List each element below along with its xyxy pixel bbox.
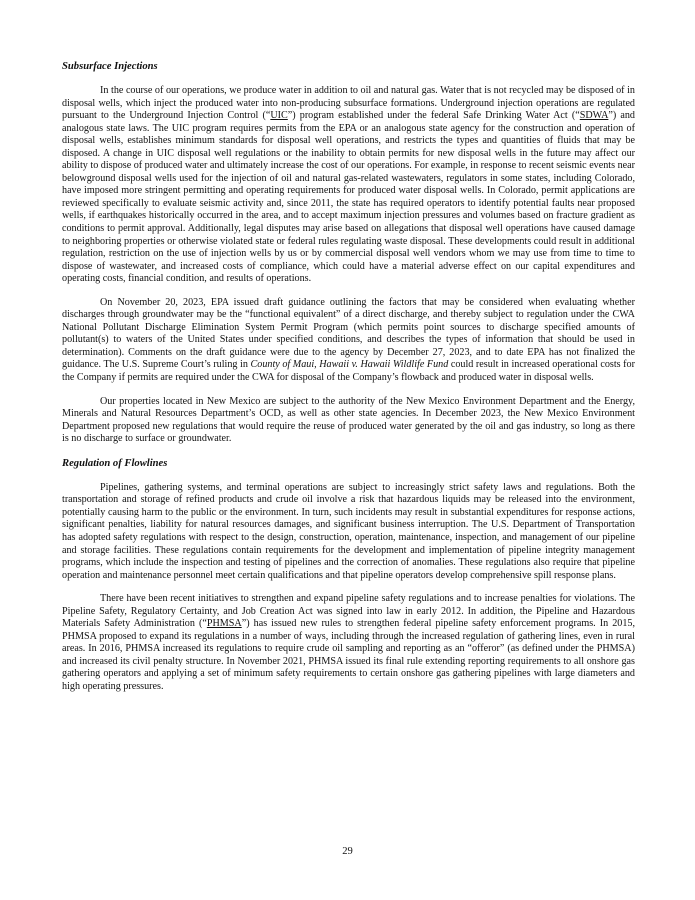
text-run: ”) has issued new rules to strengthen federal pipeline safety enforcement programs. In 2015, PHMSA proposed to expand its regulations in a number of ways, including through the increased regulation of gathering lines, even in rural areas. In 2016, PHMSA increased its regulations to require crude oil sampling and reporting as an “offeror” (as defined under the PHMSA) and increased its civil penalty structure. In November 2021, PHMSA issued its final rule extending reporting requirements to all onshore gas gathering operators and applying a set of minimum safety requirements to certain onshore gas gathering pipelines with large diameters and high operating pressures. [62, 618, 636, 692]
defined-term-uic: UIC [270, 110, 288, 122]
paragraph-flowlines-1: Pipelines, gathering systems, and terminal operations are subject to increasingly strict safety laws and regulations. Both the transportation and storage of refined products and crude oil involve a risk that hazardous liquids may be released into the environment, potentially causing harm to the public or the environment. In turn, such incidents may result in substantial expenditures for response actions, significant penalties, liability for natural resources damages, and significant business interruption. The U.S. Department of Transportation has adopted safety regulations with respect to the design, construction, operation, maintenance, inspection, and management of our pipeline and storage facilities. These regulations contain requirements for the development and implementation of pipeline integrity management programs, which include the inspection and testing of pipelines and the correction of anomalies. These regulations also require that pipeline operation and maintenance personnel meet certain qualifications and that pipeline operators develop comprehensive spill response plans. [62, 481, 635, 581]
paragraph-subsurface-1 [62, 85, 635, 286]
paragraph-subsurface-2 [62, 297, 635, 385]
defined-term-sdwa: SDWA [579, 110, 609, 122]
text-run: ”) and analogous state laws. The UIC program requires permits from the EPA or an analogous state agency for the construction and operation of disposal wells, establishes minimum standards for disposal well operations, and restricts the types and quantities of fluids that may be disposed. A change in UIC disposal well regulations or the inability to obtain permits for new disposal wells in the future may affect our ability to dispose of produced water and ultimately increase the cost of our operations. For example, in response to recent seismic events near belowground disposal wells used for the injection of oil and natural gas-related wastewaters, regulators in some states, including Colorado, have imposed more stringent permitting and operating requirements for produced water disposal wells. In Colorado, permit applications are reviewed specifically to evaluate seismic activity and, since 2011, the state has required operators to identify potential faults near proposed wells, if earthquakes historically occurred in the area, and to accept maximum injection pressures and volumes based on fracture gradient as conditions to permit approval. Additionally, legal disputes may arise based on allegations that disposal well operations have caused damage to neighboring properties or otherwise violated state or federal rules regulating waste disposal. These developments could result in additional regulation, restriction on the use of injection wells by us or by commercial disposal well vendors whom we may use from time to time to dispose of wastewater, and increased costs of compliance, which could have a material adverse effect on our capital expenditures and operating costs, financial condition, and results of operations. [62, 110, 636, 285]
case-citation: County of Maui, Hawaii v. Hawaii Wildlife Fund [250, 359, 449, 371]
text-run: On November 20, 2023, EPA issued draft guidance outlining the factors that may be considered when evaluating whether discharges through groundwater may be the “functional equivalent” of a direct discharge, and thereby subject to regulation under the CWA National Pollutant Discharge Elimination System Permit Program (which permits point sources to discharge specified amounts of pollutant(s) to waters of the United States under specified conditions, and describes the types of information that should be used in determination). Comments on the draft guidance were due to the agency by December 27, 2023, and to date EPA has not finalized the guidance. The U.S. Supreme Court’s ruling in [62, 296, 635, 371]
paragraph-subsurface-3: Our properties located in New Mexico are subject to the authority of the New Mexico Environment Department and the Energy, Minerals and Natural Resources Department’s OCD, as well as other state agencies. In December 2023, the New Mexico Environment Department proposed new regulations that would require the reuse of produced water generated by the oil and gas industry, so long as there is no discharge to surface or groundwater. [62, 395, 635, 445]
text-run: There have been recent initiatives to strengthen and expand pipeline safety regulations and to increase penalties for violations. The Pipeline Safety, Regulatory Certainty, and Job Creation Act was signed into law in early 2012. In addition, the Pipeline and Hazardous Materials Safety Administration (“ [62, 593, 635, 630]
section-heading-regulation-of-flowlines: Regulation of Flowlines [62, 457, 168, 469]
paragraph-flowlines-2 [62, 593, 635, 693]
page-number: 29 [342, 846, 353, 857]
document-page [62, 60, 635, 694]
text-run: could result in increased operational costs for the Company if permits are required under the CWA for disposal of the Company’s flowback and produced water in disposal wells. [62, 359, 635, 384]
text-run: ”) program established under the federal Safe Drinking Water Act (“ [287, 110, 580, 122]
text-run: In the course of our operations, we produce water in addition to oil and natural gas. Water that is not recycled may be disposed of in disposal wells, which inject the produced water into non-producing subsurface formations. Underground injection operations are regulated pursuant to the Underground Injection Control (“ [62, 85, 635, 122]
defined-term-phmsa: PHMSA [206, 618, 242, 630]
section-heading-subsurface-injections: Subsurface Injections [62, 61, 158, 72]
